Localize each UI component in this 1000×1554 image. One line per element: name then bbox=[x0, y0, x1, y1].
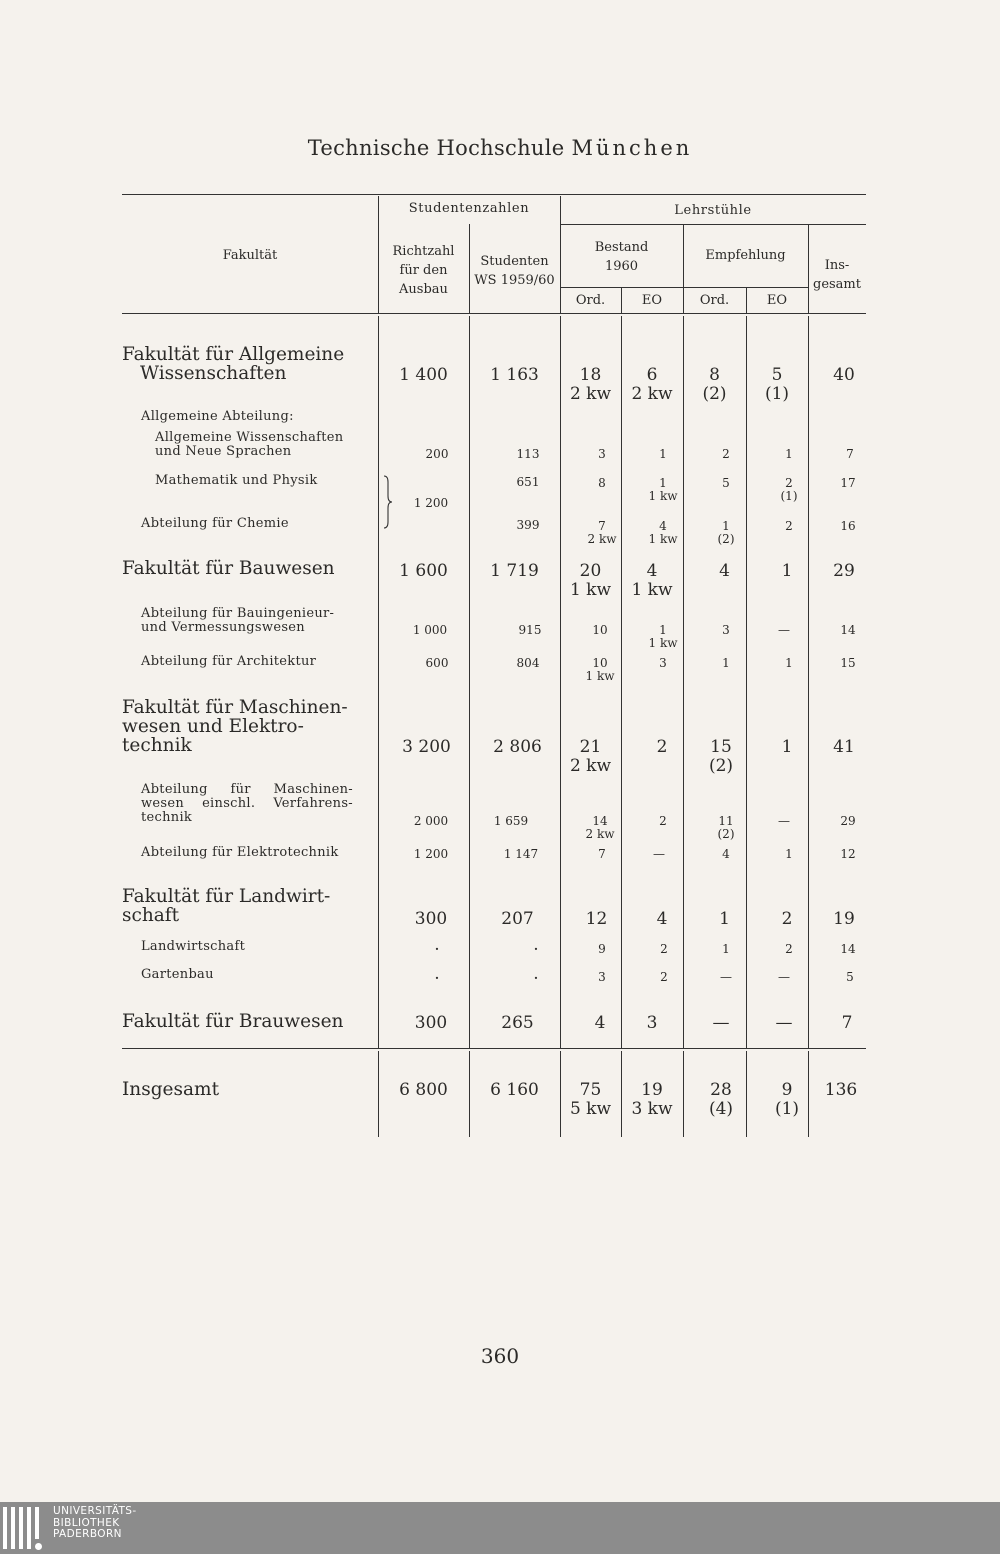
cell-richtzahl: 3 200 bbox=[402, 737, 451, 757]
cell-empfehlung-eo: 1 bbox=[781, 561, 793, 581]
cell-empfehlung-ord: 1 bbox=[722, 942, 730, 956]
cell-studenten: 804 bbox=[516, 656, 540, 670]
label-line: und Neue Sprachen bbox=[155, 444, 292, 459]
vline-body bbox=[746, 316, 747, 1048]
cell-studenten: 1 163 bbox=[490, 365, 539, 385]
cell-empfehlung-eo: 2 bbox=[781, 909, 793, 929]
label-line: Fakultät für Maschinen- bbox=[122, 697, 348, 718]
total-separator-rule bbox=[122, 1048, 866, 1049]
row-label-elektrotechnik: Abteilung für Elektrotechnik bbox=[141, 845, 339, 860]
row-label-allg-wissenschaften-sprachen bbox=[155, 431, 343, 459]
value-note: 2 kw bbox=[585, 827, 615, 841]
header-lehrstuehle: Lehrstühle bbox=[674, 203, 752, 218]
row-label-bauwesen: Fakultät für Bauwesen bbox=[122, 558, 335, 579]
table-top-rule bbox=[122, 194, 866, 195]
value-note: 2 kw bbox=[569, 384, 612, 404]
cell-studenten: 265 bbox=[501, 1013, 534, 1033]
value: 1 bbox=[659, 476, 667, 490]
label-line: und Vermessungswesen bbox=[141, 620, 305, 635]
header-richtzahl bbox=[378, 242, 469, 299]
label-line: schaft bbox=[122, 905, 180, 926]
cell-insgesamt: 7 bbox=[841, 1013, 853, 1033]
cell-richtzahl-combined: 1 200 bbox=[413, 496, 449, 510]
header-insgesamt bbox=[808, 256, 866, 294]
row-label-landwirtschaft: Landwirtschaft bbox=[141, 939, 246, 954]
cell-bestand-eo: 3 bbox=[659, 656, 667, 670]
cell-empfehlung-ord: 2 bbox=[722, 447, 730, 461]
value-note: 3 kw bbox=[631, 1099, 673, 1119]
cell-studenten: 1 147 bbox=[503, 847, 539, 861]
library-name-line: PADERBORN bbox=[53, 1528, 122, 1540]
header-insgesamt-line: gesamt bbox=[813, 277, 861, 292]
header-bestand-eo: EO bbox=[641, 293, 663, 308]
value: 9 bbox=[781, 1080, 793, 1100]
vline-body bbox=[469, 316, 470, 1048]
cell-studenten: 113 bbox=[516, 447, 540, 461]
label-line: wesen und Elektro- bbox=[122, 716, 304, 737]
value: 1 bbox=[659, 623, 667, 637]
cell-bestand-ord bbox=[560, 1081, 621, 1119]
cell-bestand-eo: — bbox=[653, 847, 665, 861]
label-line: wesen einschl. Verfahrens- bbox=[141, 796, 353, 811]
cell-bestand-ord: 9 bbox=[598, 942, 606, 956]
cell-insgesamt: 29 bbox=[833, 561, 855, 581]
header-empfehlung-eo: EO bbox=[766, 293, 788, 308]
row-label-maschinenwesen bbox=[122, 698, 348, 755]
value: 4 bbox=[646, 561, 658, 581]
header-bestand-ord: Ord. bbox=[575, 293, 606, 308]
cell-studenten: 651 bbox=[516, 475, 540, 489]
value-note: 1 kw bbox=[648, 636, 678, 650]
cell-richtzahl: 1 000 bbox=[412, 623, 448, 637]
value: 6 bbox=[646, 365, 658, 385]
row-label-abteilung-maschinenwesen bbox=[141, 783, 353, 825]
cell-empfehlung-ord: 5 bbox=[722, 476, 730, 490]
value-note: (2) bbox=[708, 756, 734, 776]
vline-body bbox=[808, 316, 809, 1048]
value: 5 bbox=[771, 365, 783, 385]
cell-insgesamt: 12 bbox=[840, 847, 856, 861]
header-studenten-line: Studenten bbox=[480, 254, 549, 269]
cell-empfehlung-eo bbox=[746, 366, 808, 404]
header-studenten-line: WS 1959/60 bbox=[474, 273, 555, 288]
value: 21 bbox=[579, 737, 602, 757]
cell-empfehlung-ord: 1 bbox=[722, 656, 730, 670]
value: 14 bbox=[592, 814, 608, 828]
cell-bestand-eo: 1 bbox=[659, 447, 667, 461]
cell-bestand-ord bbox=[560, 366, 621, 404]
cell-empfehlung-eo: — bbox=[778, 623, 790, 637]
header-bestand-line: 1960 bbox=[604, 259, 639, 274]
cell-studenten: . bbox=[533, 968, 539, 982]
row-label-fakultaet-landwirtschaft bbox=[122, 887, 330, 925]
cell-empfehlung-eo: 1 bbox=[785, 656, 793, 670]
vline-body bbox=[378, 316, 379, 1048]
header-studentenzahlen: Studentenzahlen bbox=[408, 201, 530, 216]
cell-studenten: . bbox=[533, 939, 539, 953]
cell-insgesamt: 7 bbox=[846, 447, 854, 461]
cell-insgesamt: 16 bbox=[840, 519, 856, 533]
header-bottom-rule bbox=[122, 313, 866, 314]
cell-richtzahl: 1 400 bbox=[399, 365, 448, 385]
header-richtzahl-line: Richtzahl bbox=[392, 244, 455, 259]
cell-empfehlung-eo: 1 bbox=[785, 447, 793, 461]
value: 8 bbox=[709, 365, 720, 385]
vline-body bbox=[683, 316, 684, 1048]
row-label-abteilung-chemie: Abteilung für Chemie bbox=[141, 516, 289, 531]
cell-empfehlung-ord: 1 bbox=[719, 909, 730, 929]
cell-bestand-eo bbox=[621, 562, 683, 600]
cell-empfehlung-eo: — bbox=[775, 1013, 793, 1033]
cell-bestand-ord: 3 bbox=[598, 970, 606, 984]
cell-richtzahl: 600 bbox=[425, 656, 449, 670]
header-empfehlung: Empfehlung bbox=[705, 248, 786, 263]
row-label-gartenbau: Gartenbau bbox=[141, 967, 214, 982]
value: 4 bbox=[659, 519, 667, 533]
value-note: (2) bbox=[717, 827, 735, 841]
value: 28 bbox=[710, 1080, 732, 1100]
header-richtzahl-line: Ausbau bbox=[399, 282, 448, 297]
cell-insgesamt: 29 bbox=[840, 814, 856, 828]
cell-bestand-eo: 3 bbox=[646, 1013, 658, 1033]
value: 11 bbox=[718, 814, 734, 828]
value-note: (4) bbox=[708, 1099, 734, 1119]
cell-bestand-ord: 4 bbox=[594, 1013, 606, 1033]
value: 10 bbox=[592, 656, 608, 670]
cell-empfehlung-eo: 2 bbox=[785, 519, 793, 533]
cell-studenten: 915 bbox=[518, 623, 542, 637]
value: 7 bbox=[598, 519, 606, 533]
cell-bestand-eo: 2 bbox=[660, 942, 668, 956]
cell-insgesamt: 15 bbox=[840, 656, 856, 670]
cell-bestand-eo: 2 bbox=[659, 814, 667, 828]
cell-bestand-eo: 4 bbox=[656, 909, 668, 929]
value: 2 bbox=[785, 476, 793, 490]
cell-richtzahl: . bbox=[434, 939, 440, 953]
value-note: (2) bbox=[717, 532, 735, 546]
cell-richtzahl: 300 bbox=[414, 1013, 448, 1033]
library-name bbox=[53, 1506, 137, 1541]
value: 75 bbox=[579, 1080, 602, 1100]
value: 19 bbox=[641, 1080, 663, 1100]
header-fakultaet: Fakultät bbox=[222, 248, 278, 263]
library-name-line: UNIVERSITÄTS- bbox=[53, 1505, 137, 1517]
header-insgesamt-line: Ins- bbox=[824, 258, 850, 273]
cell-richtzahl: 1 600 bbox=[399, 561, 448, 581]
cell-studenten: 2 806 bbox=[493, 737, 542, 757]
value-note: 2 kw bbox=[569, 756, 612, 776]
cell-bestand-ord: 10 bbox=[592, 623, 608, 637]
value: 20 bbox=[579, 561, 602, 581]
value-note: 1 kw bbox=[648, 532, 678, 546]
cell-richtzahl: 200 bbox=[425, 447, 449, 461]
cell-insgesamt: 14 bbox=[840, 623, 856, 637]
cell-empfehlung-ord: — bbox=[720, 970, 732, 984]
label-line: Allgemeine Wissenschaften bbox=[155, 430, 344, 445]
lehrstuehle-rule bbox=[560, 224, 866, 225]
cell-empfehlung-ord: 4 bbox=[719, 561, 730, 581]
label-line: Fakultät für Landwirt- bbox=[122, 886, 331, 907]
cell-empfehlung-eo: 1 bbox=[785, 847, 793, 861]
value-note: (1) bbox=[780, 489, 798, 503]
cell-richtzahl: . bbox=[434, 968, 440, 982]
page-title bbox=[0, 136, 1000, 160]
title-main: Technische Hochschule bbox=[307, 136, 565, 160]
label-line: Fakultät für Allgemeine bbox=[122, 344, 345, 365]
row-label-allgemeine-abteilung: Allgemeine Abteilung: bbox=[141, 409, 294, 424]
cell-bestand-ord: 8 bbox=[598, 476, 606, 490]
page-number: 360 bbox=[480, 1344, 520, 1368]
cell-empfehlung-ord: 3 bbox=[722, 623, 730, 637]
label-line: Abteilung für Maschinen- bbox=[141, 782, 353, 797]
value-note: 5 kw bbox=[569, 1099, 612, 1119]
header-bestand-line: Bestand bbox=[594, 240, 649, 255]
value-note: 2 kw bbox=[631, 384, 673, 404]
cell-studenten: 1 719 bbox=[490, 561, 539, 581]
cell-bestand-ord: 3 bbox=[598, 447, 606, 461]
value-note: 1 kw bbox=[585, 669, 615, 683]
row-label-insgesamt: Insgesamt bbox=[122, 1079, 220, 1100]
header-richtzahl-line: für den bbox=[399, 263, 448, 278]
cell-richtzahl: 2 000 bbox=[413, 814, 449, 828]
header-bestand bbox=[560, 238, 683, 276]
value-note: (1) bbox=[764, 384, 790, 404]
value-note: (2) bbox=[702, 384, 727, 404]
cell-empfehlung-eo: 1 bbox=[781, 737, 793, 757]
library-footer bbox=[0, 1502, 1000, 1554]
cell-bestand-eo: 2 bbox=[656, 737, 668, 757]
cell-richtzahl: 1 200 bbox=[413, 847, 449, 861]
label-line: technik bbox=[141, 810, 193, 825]
header-studenten bbox=[469, 252, 560, 290]
value: 1 bbox=[722, 519, 730, 533]
header-empfehlung-ord: Ord. bbox=[699, 293, 730, 308]
cell-bestand-eo bbox=[621, 366, 683, 404]
cell-bestand-ord bbox=[560, 738, 621, 776]
cell-bestand-ord: 12 bbox=[585, 909, 608, 929]
cell-insgesamt: 14 bbox=[840, 942, 856, 956]
cell-empfehlung-eo: — bbox=[778, 814, 790, 828]
cell-studenten: 207 bbox=[501, 909, 534, 929]
cell-studenten: 399 bbox=[516, 518, 540, 532]
cell-bestand-eo bbox=[621, 1081, 683, 1119]
label-line: technik bbox=[122, 735, 192, 756]
row-label-brauwesen: Fakultät für Brauwesen bbox=[122, 1011, 344, 1032]
cell-studenten: 6 160 bbox=[490, 1080, 539, 1100]
row-label-bauingenieur bbox=[141, 607, 334, 635]
cell-empfehlung-ord: — bbox=[712, 1013, 730, 1033]
cell-insgesamt: 41 bbox=[833, 737, 855, 757]
cell-studenten: 1 659 bbox=[493, 814, 529, 828]
cell-richtzahl: 6 800 bbox=[399, 1080, 448, 1100]
cell-insgesamt: 40 bbox=[833, 365, 855, 385]
row-label-architektur: Abteilung für Architektur bbox=[141, 654, 317, 669]
label-line: Wissenschaften bbox=[140, 363, 287, 384]
value-note: 2 kw bbox=[587, 532, 617, 546]
label-line: Abteilung für Bauingenieur- bbox=[141, 606, 335, 621]
cell-empfehlung-ord bbox=[683, 366, 746, 404]
cell-bestand-ord bbox=[560, 562, 621, 600]
value: 15 bbox=[710, 737, 732, 757]
row-label-allgemeine-wissenschaften bbox=[122, 345, 344, 383]
cell-bestand-ord: 7 bbox=[598, 847, 606, 861]
value-note: (1) bbox=[774, 1099, 800, 1119]
cell-insgesamt: 17 bbox=[840, 476, 856, 490]
cell-empfehlung-ord: 4 bbox=[722, 847, 730, 861]
subheader-rule bbox=[560, 287, 808, 288]
library-name-line: BIBLIOTHEK bbox=[53, 1516, 120, 1529]
title-city: München bbox=[571, 136, 693, 160]
value-note: 1 kw bbox=[569, 580, 612, 600]
value-note: 1 kw bbox=[648, 489, 678, 503]
cell-richtzahl: 300 bbox=[414, 909, 448, 929]
value: 18 bbox=[579, 365, 602, 385]
value-note: 1 kw bbox=[631, 580, 673, 600]
cell-bestand-eo: 2 bbox=[660, 970, 668, 984]
row-label-mathematik-physik: Mathematik und Physik bbox=[155, 473, 318, 488]
cell-empfehlung-eo: 2 bbox=[785, 942, 793, 956]
cell-insgesamt: 5 bbox=[846, 970, 854, 984]
cell-insgesamt: 136 bbox=[824, 1080, 858, 1100]
cell-insgesamt: 19 bbox=[833, 909, 855, 929]
cell-empfehlung-eo: — bbox=[778, 970, 790, 984]
